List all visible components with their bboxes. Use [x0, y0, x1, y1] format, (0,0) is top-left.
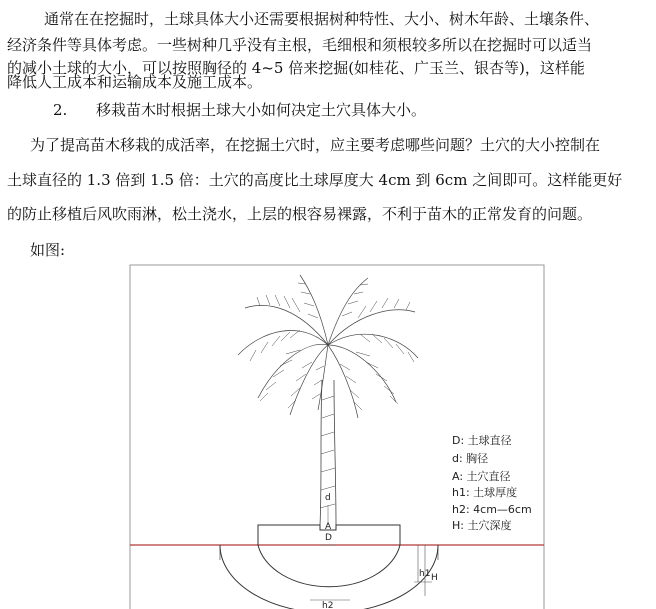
paragraph-2-line-3: 的防止移植后风吹雨淋，松土浇水，上层的根容易裸露，不利于苗木的正常发育的问题。: [7, 205, 593, 223]
paragraph-1-line-3: 的减小土球的大小，可以按照胸径的 4~5 倍来挖掘(如桂花、广玉兰、银杏等)，这样能: [7, 59, 585, 77]
legend-A: A: 土穴直径: [452, 470, 511, 483]
legend-d: d: 胸径: [452, 452, 489, 465]
section-title: 移栽苗木时根据土球大小如何决定土穴具体大小。: [96, 101, 427, 119]
paragraph-1-line-2: 经济条件等具体考虑。一些树种几乎没有主根，毛细根和须根较多所以在挖掘时可以适当: [7, 36, 593, 54]
legend-h1: h1: 土球厚度: [452, 486, 518, 499]
label-h2: h2: [322, 601, 334, 609]
planting-pit: [220, 545, 438, 609]
label-H: H: [431, 573, 438, 583]
label-D: D: [325, 533, 332, 543]
figure-caption: 如图:: [30, 241, 66, 259]
legend-h2: h2: 4cm—6cm: [452, 503, 532, 516]
legend-H: H: 土穴深度: [452, 519, 512, 532]
figure-legend: [452, 433, 532, 532]
paragraph-2-line-2: 土球直径的 1.3 倍到 1.5 倍：土穴的高度比土球厚度大 4cm 到 6cm 之间即可。这样能更好: [7, 171, 623, 189]
section-number: 2.: [53, 101, 68, 119]
label-h1: h1: [419, 569, 431, 579]
label-d: d: [325, 493, 331, 503]
palm-trunk: [320, 380, 336, 525]
paragraph-1-line-1: 通常在在挖掘时，土球具体大小还需要根据树种特性、大小、树木年龄、土壤条件、: [44, 10, 600, 28]
paragraph-1-line-4: 降低人工成本和运输成本及施工成本。: [7, 73, 263, 91]
palm-crown: [238, 275, 418, 418]
legend-D: D: 土球直径: [452, 434, 512, 447]
label-A: A: [325, 522, 332, 532]
paragraph-2-line-1: 为了提高苗木移栽的成活率，在挖掘土穴时，应主要考虑哪些问题？土穴的大小控制在: [30, 136, 601, 154]
